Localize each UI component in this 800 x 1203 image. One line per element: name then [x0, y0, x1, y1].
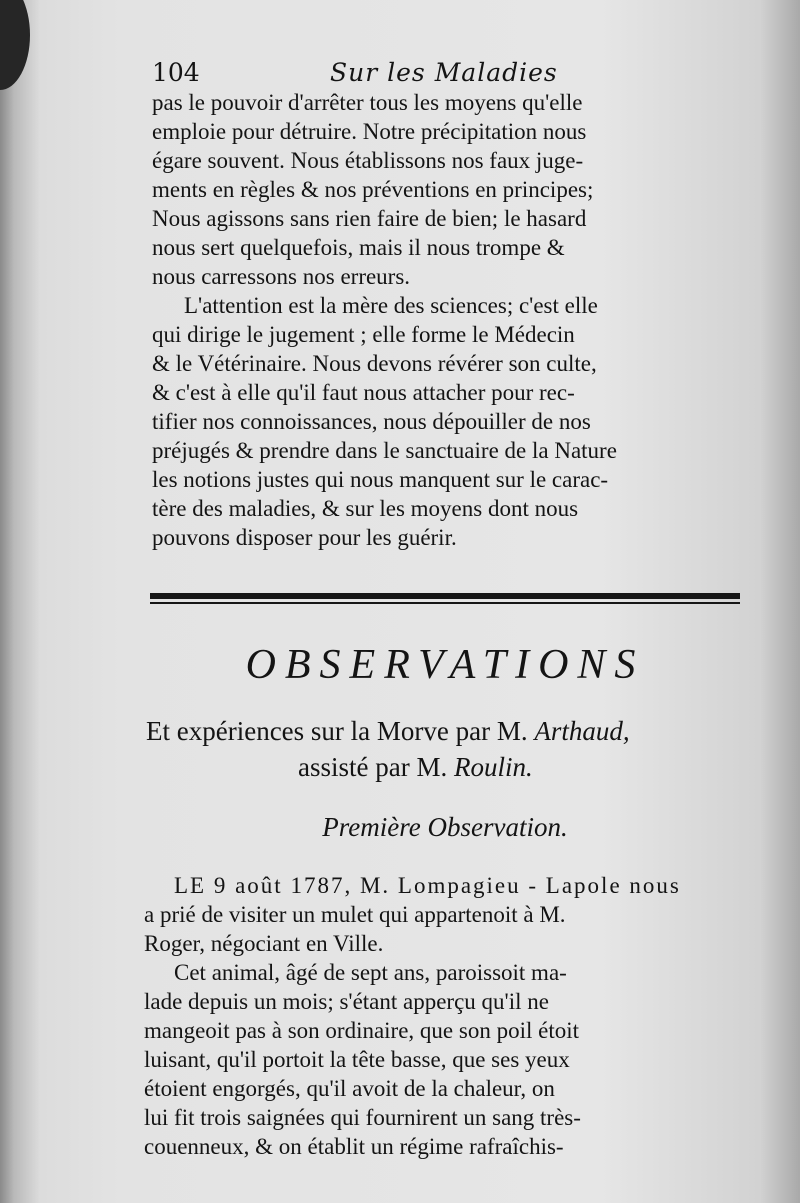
subtitle-line-1	[146, 714, 630, 748]
assistant-name: Roulin.	[453, 752, 533, 782]
section-title: OBSERVATIONS	[245, 642, 645, 688]
section-rule-thick	[150, 593, 740, 599]
text-line: lui fit trois saignées qui fournirent un sang très-	[144, 1105, 581, 1130]
text-line: emploie pour détruire. Notre précipitation nous	[152, 119, 587, 144]
text-line: pas le pouvoir d'arrêter tous les moyens qu'elle	[152, 90, 583, 115]
text-line: & le Vétérinaire. Nous devons révérer son culte,	[152, 351, 597, 376]
text-line: tère des maladies, & sur les moyens dont nous	[152, 496, 579, 521]
text-line: nous carressons nos erreurs.	[152, 264, 411, 289]
subtitle-text: assisté par M.	[298, 752, 448, 782]
observation-heading: Première Observation.	[322, 812, 568, 842]
text-line: pouvons disposer pour les guérir.	[152, 525, 457, 550]
subtitle-text: Et expériences sur la Morve par M.	[146, 716, 528, 746]
text-line: luisant, qu'il portoit la tête basse, que ses yeux	[144, 1047, 570, 1072]
page-header	[152, 56, 752, 90]
text-line: a prié de visiter un mulet qui appartenoit à M.	[144, 902, 566, 927]
text-line: étoient engorgés, qu'il avoit de la chaleur, on	[144, 1076, 555, 1101]
text-line: couenneux, & on établit un régime rafraîchis-	[144, 1134, 564, 1159]
text-line: Roger, négociant en Ville.	[144, 931, 384, 956]
text-line: LE 9 août 1787, M. Lompagieu - Lapole nous	[174, 873, 681, 898]
text-line: tifier nos connoissances, nous dépouiller de nos	[152, 409, 591, 434]
page-number: 104	[152, 58, 200, 87]
text-line: qui dirige le jugement ; elle forme le Médecin	[152, 322, 575, 347]
text-line: & c'est à elle qu'il faut nous attacher pour rec-	[152, 380, 575, 405]
text-line: ments en règles & nos préventions en principes;	[152, 177, 594, 202]
text-line: préjugés & prendre dans le sanctuaire de la Nature	[152, 438, 617, 463]
text-line: lade depuis un mois; s'étant apperçu qu'il ne	[144, 989, 549, 1014]
text-line: L'attention est la mère des sciences; c'est elle	[184, 293, 598, 318]
text-line: égare souvent. Nous établissons nos faux juge-	[152, 148, 584, 173]
section-rule-thin	[150, 602, 740, 604]
text-line: Nous agissons sans rien faire de bien; le hasard	[152, 206, 587, 231]
text-line: les notions justes qui nous manquent sur le carac-	[152, 467, 609, 492]
thumb-shadow	[0, 0, 30, 90]
running-head: Sur les Maladies	[330, 58, 558, 87]
subtitle-line-2	[298, 750, 533, 784]
text-line: nous sert quelquefois, mais il nous trompe &	[152, 235, 565, 260]
text-line: mangeoit pas à son ordinaire, que son poil étoit	[144, 1018, 579, 1043]
author-name: Arthaud,	[534, 716, 630, 746]
text-line: Cet animal, âgé de sept ans, paroissoit ma-	[174, 960, 567, 985]
